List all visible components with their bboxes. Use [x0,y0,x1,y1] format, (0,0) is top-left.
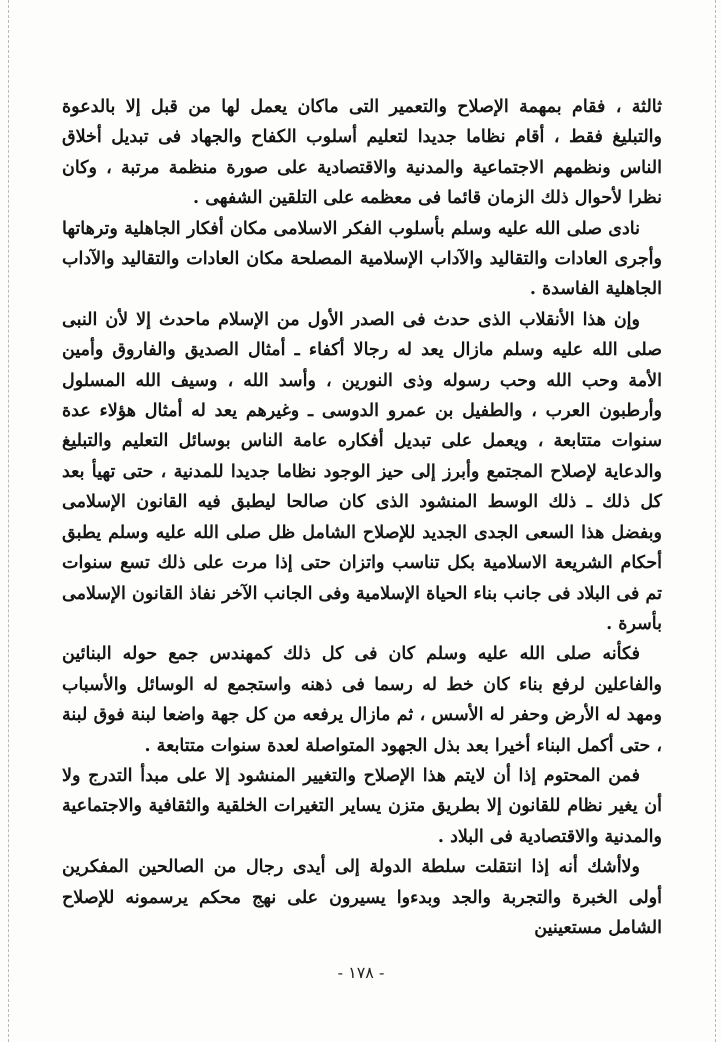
paragraph-3: وإن هذا الأنقلاب الذى حدث فى الصدر الأول من الإسلام ماحدث إلا لأن النبى صلى الله عليه وسلم مازال يعد له رجالا أكفاء ـ أمثال الصديق والفاروق وأمين الأمة وحب الله وحب رسوله وذى النورين ، وأسد الله ، وسيف الله المسلول وأرطبون العرب ، والطفيل بن عمرو الدوسى ـ وغيرهم يعد له أمثال هؤلاء عدة سنوات متتابعة ، ويعمل على تبديل أفكاره عامة الناس بوسائل التعليم والتبليغ والدعاية لإصلاح المجتمع وأبرز إلى حيز الوجود نظاما جديدا للمدنية ، حتى تهيأ بعد كل ذلك ـ ذلك الوسط المنشود الذى كان صالحا ليطبق فيه القانون الإسلامى وبفضل هذا السعى الجدى الجديد للإصلاح الشامل ظل صلى الله عليه وسلم يطبق أحكام الشريعة الاسلامية بكل تناسب واتزان حتى إذا مرت على ذلك تسع سنوات تم فى البلاد فى جانب بناء الحياة الإسلامية وفى الجانب الآخر نفاذ القانون الإسلامى بأسرة . [62,309,662,634]
body-text [62,92,662,943]
page-number: - ١٧٨ - [337,963,385,982]
paragraph-2: نادى صلى الله عليه وسلم بأسلوب الفكر الاسلامى مكان أفكار الجاهلية وترهاتها وأجرى العادات والتقاليد والآداب الإسلامية المصلحة مكان العادات والتقاليد والآداب الجاهلية الفاسدة . [62,218,662,300]
paragraph-6: ولاأشك أنه إذا انتقلت سلطة الدولة إلى أيدى رجال من الصالحين المفكرين أولى الخبرة والتجربة والجد وبدءوا يسيرون على نهج محكم يرسمونه للإصلاح الشامل مستعينين [62,857,662,938]
paragraph-1: ثالثة ، فقام بمهمة الإصلاح والتعمير التى ماكان يعمل لها من قبل إلا بالدعوة والتبليغ فقط ، أقام نظاما جديدا لتعليم أسلوب الكفاح والجهاد فى تبديل أخلاق الناس ونظمهم الاجتماعية والمدنية والاقتصادية على صورة منظمة مرتبة ، وكان نظرا لأحوال ذلك الزمان قائما فى معظمه على التلقين الشفهى . [62,97,662,209]
scan-edge-right [715,0,716,1042]
scan-edge-left [8,0,9,1042]
paragraph-5: فمن المحتوم إذا أن لايتم هذا الإصلاح والتغيير المنشود إلا على مبدأ التدرج ولا أن يغير نظام للقانون إلا بطريق متزن يساير التغيرات الخلقية والثقافية والاجتماعية والمدنية والاقتصادية فى البلاد . [62,765,662,847]
paragraph-4: فكأنه صلى الله عليه وسلم كان فى كل ذلك كمهندس جمع حوله البنائين والفاعلين لرفع بناء كان خط له رسما فى ذهنه واستجمع له الوسائل والأسباب ومهد له الأرض وحفر له الأسس ، ثم مازال يرفعه من كل جهة واضعا لبنة فوق لبنة ، حتى أكمل البناء أخيرا بعد بذل الجهود المتواصلة لعدة سنوات متتابعة . [62,644,662,756]
